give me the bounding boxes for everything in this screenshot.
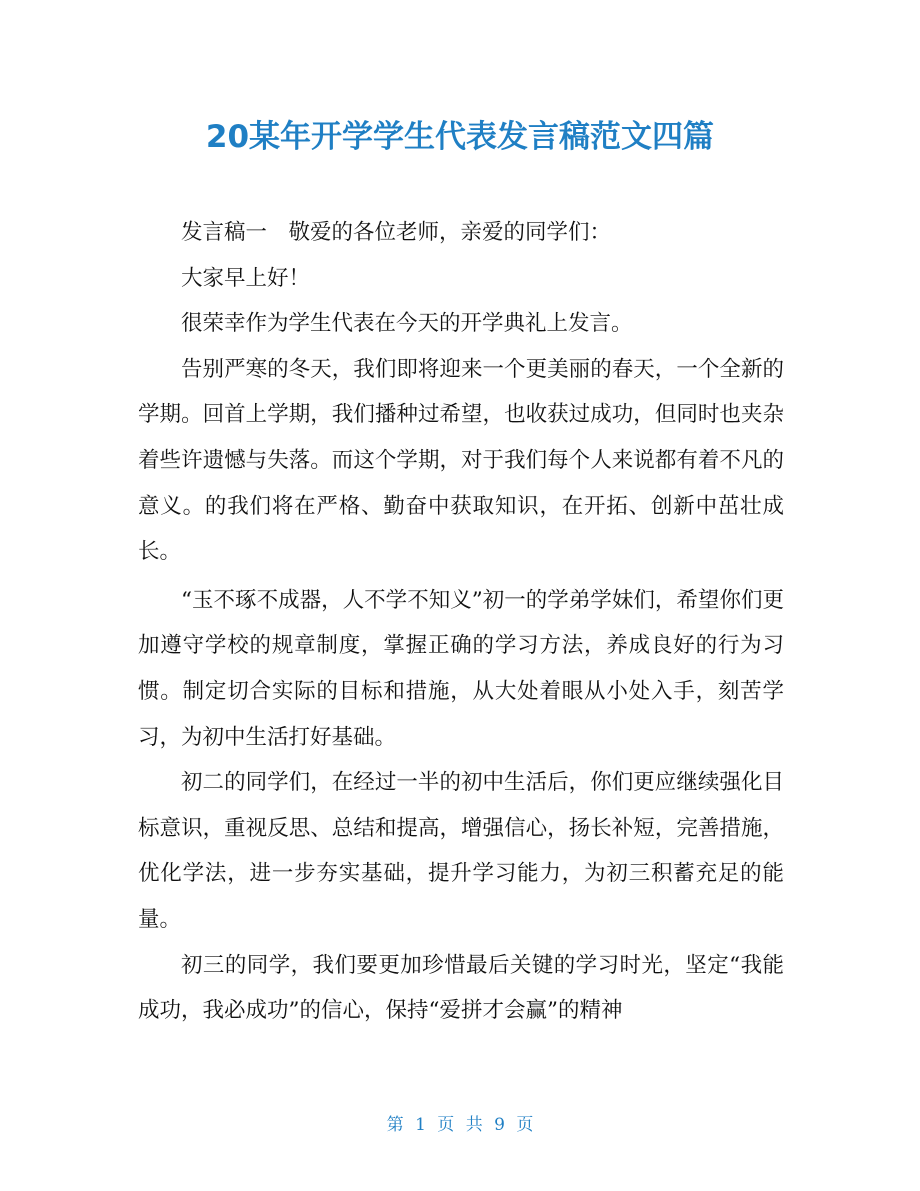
- paragraph-grade-two: 初二的同学们，在经过一半的初中生活后，你们更应继续强化目标意识，重视反思、总结和提高，增强信心，扬长补短，完善措施，优化学法，进一步夯实基础，提升学习能力，为初三积蓄充足的能量。: [138, 770, 784, 932]
- paragraph-salutation: 发言稿一 敬爱的各位老师，亲爱的同学们：: [181, 220, 612, 245]
- paragraph-new-semester: 告别严寒的冬天，我们即将迎来一个更美丽的春天，一个全新的学期。回首上学期，我们播种过希望，也收获过成功，但同时也夹杂着些许遗憾与失落。而这个学期，对于我们每个人来说都有着不凡的意义。的我们将在严格、勤奋中获取知识，在开拓、创新中茁壮成长。: [138, 356, 784, 565]
- document-body: [138, 210, 784, 1034]
- paragraph-greeting: 大家早上好！: [181, 265, 311, 291]
- document-title: 20某年开学学生代表发言稿范文四篇: [205, 119, 715, 155]
- paragraph-grade-three: 初三的同学，我们要更加珍惜最后关键的学习时光，坚定“我能成功，我必成功”的信心，保持“爱拼才会赢”的精神: [138, 952, 784, 1024]
- paragraph-intro: 很荣幸作为学生代表在今天的开学典礼上发言。: [181, 311, 633, 337]
- page-number-footer: 第 1 页 共 9 页: [386, 1115, 534, 1135]
- paragraph-grade-one: “玉不琢不成器，人不学不知义”初一的学弟学妹们，希望你们更加遵守学校的规章制度，掌握正确的学习方法，养成良好的行为习惯。制定切合实际的目标和措施，从大处着眼从小处入手，刻苦学习，为初中生活打好基础。: [138, 587, 784, 750]
